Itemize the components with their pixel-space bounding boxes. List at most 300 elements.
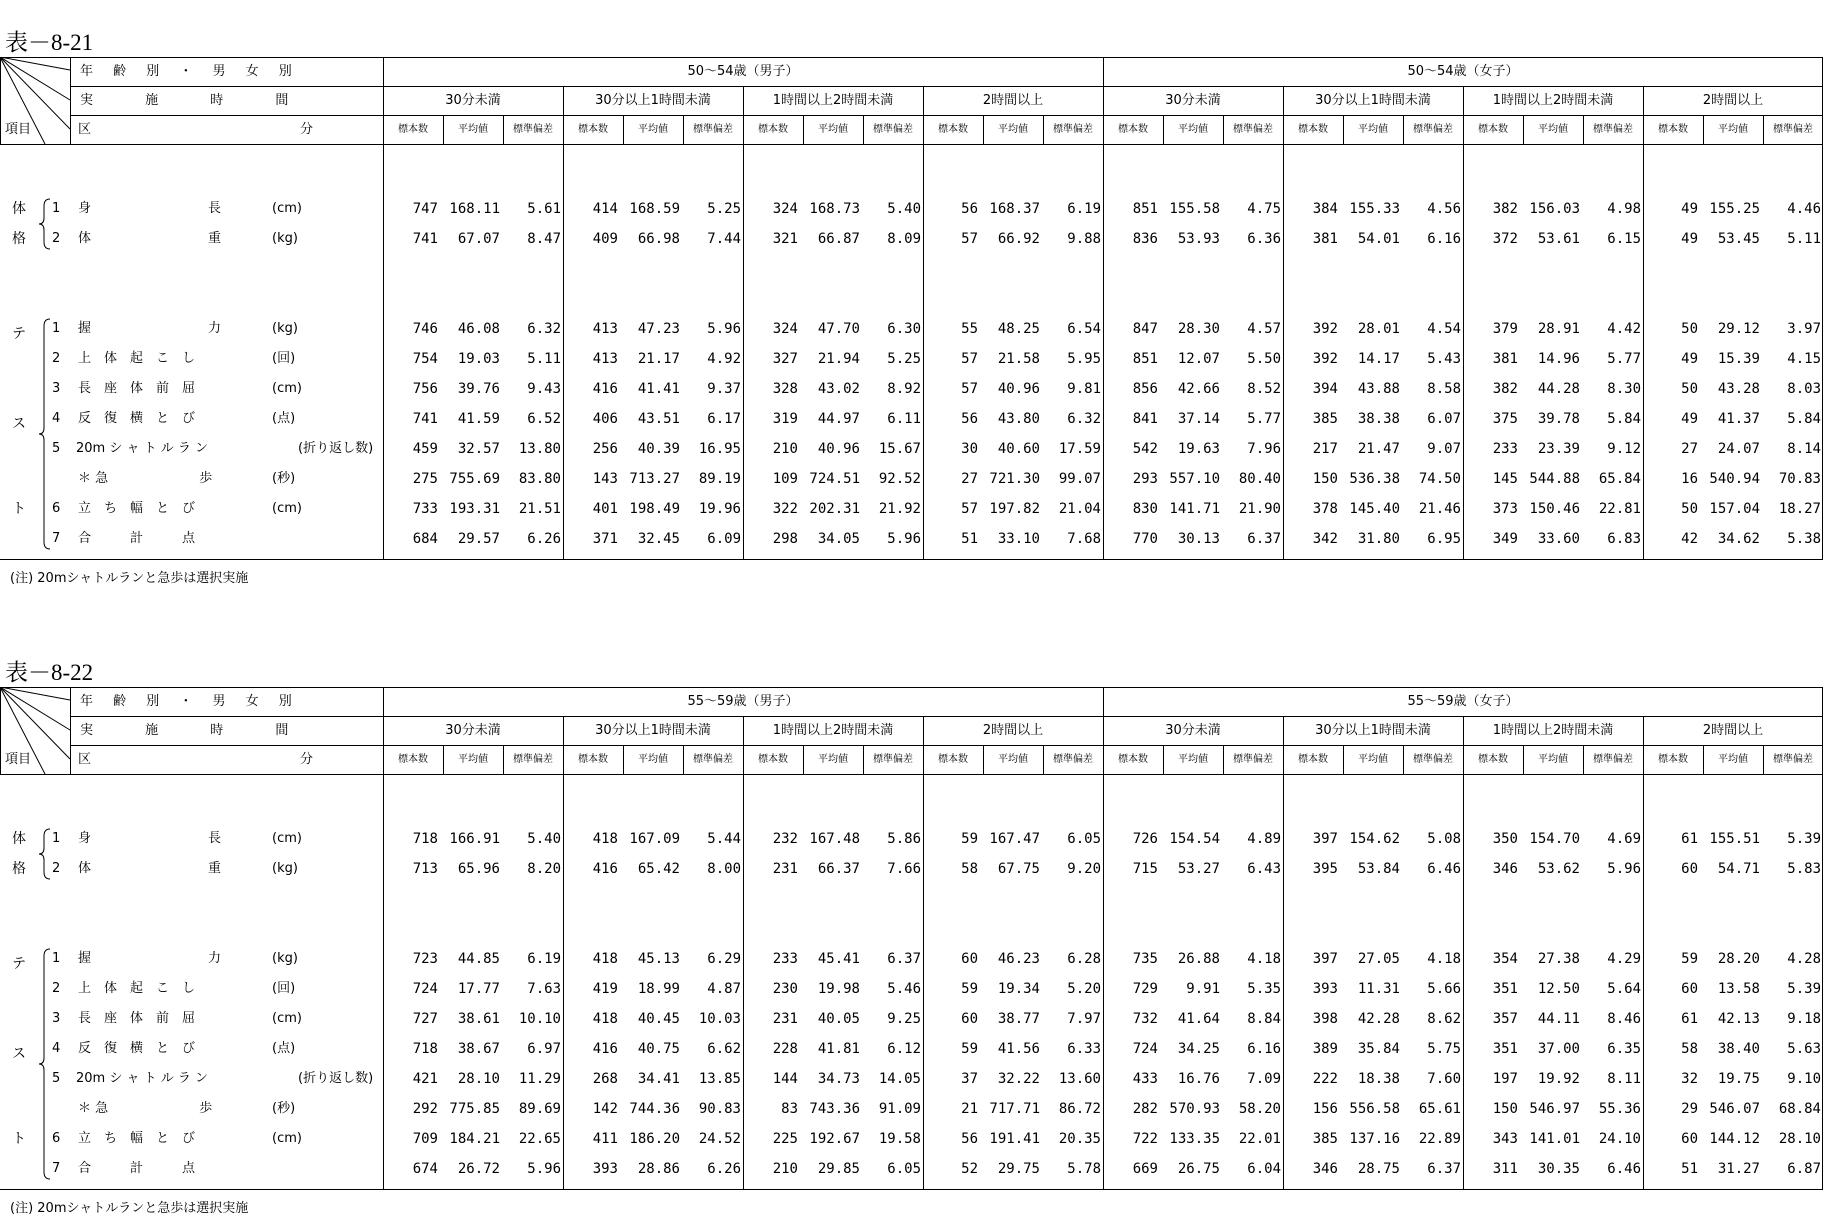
mean-cell: 546.07 xyxy=(1709,1101,1760,1117)
std-dev-cell: 6.30 xyxy=(887,321,921,337)
sample-count-cell: 59 xyxy=(961,981,978,997)
grid-line xyxy=(0,144,1823,145)
sample-count-cell: 324 xyxy=(772,201,798,217)
std-dev-cell: 6.83 xyxy=(1607,531,1641,547)
mean-cell: 31.27 xyxy=(1717,1161,1760,1177)
mean-cell: 193.31 xyxy=(449,501,500,517)
std-dev-cell: 6.19 xyxy=(1067,201,1101,217)
subheader-mean: 平均値 xyxy=(1538,124,1568,135)
std-dev-cell: 21.04 xyxy=(1058,501,1101,517)
row-unit: (cm) xyxy=(272,201,302,216)
std-dev-cell: 5.38 xyxy=(1787,531,1821,547)
std-dev-cell: 74.50 xyxy=(1418,471,1461,487)
sample-count-cell: 416 xyxy=(592,381,618,397)
subheader-sample-count: 標本数 xyxy=(398,124,428,135)
sample-count-cell: 718 xyxy=(412,1041,438,1057)
std-dev-cell: 16.95 xyxy=(698,441,741,457)
subheader-mean: 平均値 xyxy=(638,754,668,765)
grid-line xyxy=(0,559,1823,560)
std-dev-cell: 6.36 xyxy=(1247,231,1281,247)
std-dev-cell: 91.09 xyxy=(878,1101,921,1117)
mean-cell: 37.00 xyxy=(1537,1041,1580,1057)
row-unit: (kg) xyxy=(272,321,298,336)
mean-cell: 15.39 xyxy=(1717,351,1760,367)
sample-count-cell: 16 xyxy=(1681,471,1698,487)
std-dev-cell: 22.65 xyxy=(518,1131,561,1147)
sample-count-cell: 59 xyxy=(961,831,978,847)
std-dev-cell: 6.35 xyxy=(1607,1041,1641,1057)
subheader-mean: 平均値 xyxy=(638,124,668,135)
mean-cell: 155.33 xyxy=(1349,201,1400,217)
mean-cell: 47.23 xyxy=(637,321,680,337)
mean-cell: 34.41 xyxy=(637,1071,680,1087)
std-dev-cell: 6.37 xyxy=(1427,1161,1461,1177)
subheader-std-dev: 標準偏差 xyxy=(513,124,553,135)
mean-cell: 38.61 xyxy=(457,1011,500,1027)
mean-cell: 186.20 xyxy=(629,1131,680,1147)
sample-count-cell: 346 xyxy=(1312,1161,1338,1177)
row-unit: (kg) xyxy=(272,231,298,246)
std-dev-cell: 6.43 xyxy=(1247,861,1281,877)
std-dev-cell: 70.83 xyxy=(1778,471,1821,487)
sample-count-cell: 669 xyxy=(1132,1161,1158,1177)
std-dev-cell: 8.20 xyxy=(527,861,561,877)
std-dev-cell: 9.12 xyxy=(1607,441,1641,457)
table-block xyxy=(0,660,1823,1220)
std-dev-cell: 86.72 xyxy=(1058,1101,1101,1117)
std-dev-cell: 65.84 xyxy=(1598,471,1641,487)
sample-count-cell: 231 xyxy=(772,1011,798,1027)
std-dev-cell: 6.26 xyxy=(707,1161,741,1177)
sample-count-cell: 322 xyxy=(772,501,798,517)
mean-cell: 166.91 xyxy=(449,831,500,847)
sample-count-cell: 109 xyxy=(772,471,798,487)
sample-count-cell: 145 xyxy=(1492,471,1518,487)
std-dev-cell: 5.77 xyxy=(1607,351,1641,367)
header-category-right: 分 xyxy=(300,752,314,767)
sample-count-cell: 228 xyxy=(772,1041,798,1057)
sample-count-cell: 346 xyxy=(1492,861,1518,877)
sample-count-cell: 57 xyxy=(961,501,978,517)
std-dev-cell: 89.69 xyxy=(518,1101,561,1117)
sample-count-cell: 49 xyxy=(1681,201,1698,217)
std-dev-cell: 6.87 xyxy=(1787,1161,1821,1177)
mean-cell: 21.17 xyxy=(637,351,680,367)
sample-count-cell: 746 xyxy=(412,321,438,337)
sample-count-cell: 381 xyxy=(1492,351,1518,367)
sample-count-cell: 847 xyxy=(1132,321,1158,337)
mean-cell: 66.98 xyxy=(637,231,680,247)
subheader-sample-count: 標本数 xyxy=(1118,124,1148,135)
mean-cell: 45.13 xyxy=(637,951,680,967)
sample-count-cell: 413 xyxy=(592,351,618,367)
mean-cell: 167.48 xyxy=(809,831,860,847)
sample-count-cell: 60 xyxy=(1681,981,1698,997)
std-dev-cell: 9.20 xyxy=(1067,861,1101,877)
duration-header: 1時間以上2時間未満 xyxy=(772,93,894,108)
sample-count-cell: 419 xyxy=(592,981,618,997)
row-number: 7 xyxy=(52,1161,61,1176)
mean-cell: 43.28 xyxy=(1717,381,1760,397)
mean-cell: 157.04 xyxy=(1709,501,1760,517)
mean-cell: 18.99 xyxy=(637,981,680,997)
sample-count-cell: 57 xyxy=(961,351,978,367)
mean-cell: 144.12 xyxy=(1709,1131,1760,1147)
std-dev-cell: 9.10 xyxy=(1787,1071,1821,1087)
mean-cell: 28.91 xyxy=(1537,321,1580,337)
mean-cell: 155.51 xyxy=(1709,831,1760,847)
mean-cell: 536.38 xyxy=(1349,471,1400,487)
mean-cell: 33.60 xyxy=(1537,531,1580,547)
sample-count-cell: 60 xyxy=(961,951,978,967)
std-dev-cell: 6.26 xyxy=(527,531,561,547)
sample-count-cell: 57 xyxy=(961,231,978,247)
mean-cell: 546.97 xyxy=(1529,1101,1580,1117)
sample-count-cell: 150 xyxy=(1492,1101,1518,1117)
mean-cell: 38.67 xyxy=(457,1041,500,1057)
subheader-mean: 平均値 xyxy=(818,124,848,135)
row-label: 長 座 体 前 屈 xyxy=(78,381,196,396)
sample-count-cell: 841 xyxy=(1132,411,1158,427)
sample-count-cell: 756 xyxy=(412,381,438,397)
subheader-sample-count: 標本数 xyxy=(578,754,608,765)
mean-cell: 37.14 xyxy=(1177,411,1220,427)
row-label: 握 力 xyxy=(78,951,222,966)
sample-count-cell: 59 xyxy=(1681,951,1698,967)
row-label: 合 計 点 xyxy=(78,531,196,546)
mean-cell: 145.40 xyxy=(1349,501,1400,517)
sample-count-cell: 60 xyxy=(1681,1131,1698,1147)
std-dev-cell: 55.36 xyxy=(1598,1101,1641,1117)
std-dev-cell: 6.32 xyxy=(1067,411,1101,427)
row-label: 身 長 xyxy=(78,831,222,846)
sample-count-cell: 375 xyxy=(1492,411,1518,427)
sample-count-cell: 156 xyxy=(1312,1101,1338,1117)
std-dev-cell: 5.44 xyxy=(707,831,741,847)
mean-cell: 28.01 xyxy=(1357,321,1400,337)
sample-count-cell: 418 xyxy=(592,951,618,967)
mean-cell: 46.23 xyxy=(997,951,1040,967)
mean-cell: 775.85 xyxy=(449,1101,500,1117)
sample-count-cell: 50 xyxy=(1681,501,1698,517)
mean-cell: 167.09 xyxy=(629,831,680,847)
row-unit: (cm) xyxy=(272,381,302,396)
mean-cell: 717.71 xyxy=(989,1101,1040,1117)
mean-cell: 141.01 xyxy=(1529,1131,1580,1147)
mean-cell: 42.28 xyxy=(1357,1011,1400,1027)
row-label: 長 座 体 前 屈 xyxy=(78,1011,196,1026)
row-label: 握 力 xyxy=(78,321,222,336)
mean-cell: 28.86 xyxy=(637,1161,680,1177)
sample-count-cell: 324 xyxy=(772,321,798,337)
sample-count-cell: 754 xyxy=(412,351,438,367)
std-dev-cell: 22.81 xyxy=(1598,501,1641,517)
sample-count-cell: 724 xyxy=(1132,1041,1158,1057)
std-dev-cell: 21.51 xyxy=(518,501,561,517)
std-dev-cell: 5.63 xyxy=(1787,1041,1821,1057)
mean-cell: 40.96 xyxy=(817,441,860,457)
table-note: (注) 20mシャトルランと急歩は選択実施 xyxy=(10,1201,249,1216)
row-number: 2 xyxy=(52,861,61,876)
mean-cell: 34.25 xyxy=(1177,1041,1220,1057)
std-dev-cell: 5.78 xyxy=(1067,1161,1101,1177)
std-dev-cell: 6.07 xyxy=(1427,411,1461,427)
sample-count-cell: 51 xyxy=(961,531,978,547)
std-dev-cell: 6.33 xyxy=(1067,1041,1101,1057)
std-dev-cell: 8.00 xyxy=(707,861,741,877)
sample-count-cell: 378 xyxy=(1312,501,1338,517)
mean-cell: 755.69 xyxy=(449,471,500,487)
subheader-sample-count: 標本数 xyxy=(398,754,428,765)
mean-cell: 570.93 xyxy=(1169,1101,1220,1117)
sample-count-cell: 357 xyxy=(1492,1011,1518,1027)
subheader-mean: 平均値 xyxy=(818,754,848,765)
row-label: 立 ち 幅 と び xyxy=(78,501,196,516)
mean-cell: 19.98 xyxy=(817,981,860,997)
mean-cell: 19.63 xyxy=(1177,441,1220,457)
mean-cell: 54.71 xyxy=(1717,861,1760,877)
sample-count-cell: 723 xyxy=(412,951,438,967)
duration-header: 30分未満 xyxy=(1165,93,1221,108)
sample-count-cell: 61 xyxy=(1681,1011,1698,1027)
mean-cell: 155.58 xyxy=(1169,201,1220,217)
sample-count-cell: 230 xyxy=(772,981,798,997)
subheader-mean: 平均値 xyxy=(1358,754,1388,765)
group-char: 体 xyxy=(12,201,26,217)
mean-cell: 45.41 xyxy=(817,951,860,967)
sample-count-cell: 282 xyxy=(1132,1101,1158,1117)
sample-count-cell: 379 xyxy=(1492,321,1518,337)
std-dev-cell: 13.85 xyxy=(698,1071,741,1087)
table-note: (注) 20mシャトルランと急歩は選択実施 xyxy=(10,571,249,586)
sample-count-cell: 413 xyxy=(592,321,618,337)
sample-count-cell: 409 xyxy=(592,231,618,247)
std-dev-cell: 21.90 xyxy=(1238,501,1281,517)
sample-count-cell: 27 xyxy=(961,471,978,487)
std-dev-cell: 4.28 xyxy=(1787,951,1821,967)
sample-count-cell: 856 xyxy=(1132,381,1158,397)
duration-header: 2時間以上 xyxy=(982,93,1044,108)
subheader-sample-count: 標本数 xyxy=(1298,754,1328,765)
row-unit: (kg) xyxy=(272,861,298,876)
brace-shape xyxy=(38,828,52,880)
sample-count-cell: 397 xyxy=(1312,831,1338,847)
sample-count-cell: 395 xyxy=(1312,861,1338,877)
sample-count-cell: 58 xyxy=(961,861,978,877)
sample-count-cell: 27 xyxy=(1681,441,1698,457)
sample-count-cell: 770 xyxy=(1132,531,1158,547)
std-dev-cell: 9.37 xyxy=(707,381,741,397)
female-group-header: 55～59歳（女子） xyxy=(1407,694,1519,709)
std-dev-cell: 5.08 xyxy=(1427,831,1461,847)
sample-count-cell: 150 xyxy=(1312,471,1338,487)
std-dev-cell: 9.81 xyxy=(1067,381,1101,397)
subheader-std-dev: 標準偏差 xyxy=(693,754,733,765)
sample-count-cell: 351 xyxy=(1492,981,1518,997)
duration-header: 30分未満 xyxy=(445,723,501,738)
mean-cell: 713.27 xyxy=(629,471,680,487)
mean-cell: 46.08 xyxy=(457,321,500,337)
sample-count-cell: 421 xyxy=(412,1071,438,1087)
sample-count-cell: 732 xyxy=(1132,1011,1158,1027)
mean-cell: 21.94 xyxy=(817,351,860,367)
mean-cell: 27.05 xyxy=(1357,951,1400,967)
mean-cell: 34.05 xyxy=(817,531,860,547)
subheader-std-dev: 標準偏差 xyxy=(873,124,913,135)
sample-count-cell: 385 xyxy=(1312,1131,1338,1147)
sample-count-cell: 393 xyxy=(1312,981,1338,997)
sample-count-cell: 225 xyxy=(772,1131,798,1147)
sample-count-cell: 542 xyxy=(1132,441,1158,457)
std-dev-cell: 5.11 xyxy=(527,351,561,367)
std-dev-cell: 5.83 xyxy=(1787,861,1821,877)
std-dev-cell: 4.46 xyxy=(1787,201,1821,217)
std-dev-cell: 6.28 xyxy=(1067,951,1101,967)
std-dev-cell: 8.58 xyxy=(1427,381,1461,397)
mean-cell: 24.07 xyxy=(1717,441,1760,457)
mean-cell: 38.40 xyxy=(1717,1041,1760,1057)
sample-count-cell: 414 xyxy=(592,201,618,217)
mean-cell: 26.88 xyxy=(1177,951,1220,967)
std-dev-cell: 6.04 xyxy=(1247,1161,1281,1177)
mean-cell: 53.62 xyxy=(1537,861,1580,877)
mean-cell: 66.37 xyxy=(817,861,860,877)
sample-count-cell: 55 xyxy=(961,321,978,337)
group-char: 格 xyxy=(12,861,26,877)
std-dev-cell: 19.96 xyxy=(698,501,741,517)
mean-cell: 34.62 xyxy=(1717,531,1760,547)
std-dev-cell: 6.37 xyxy=(1247,531,1281,547)
group-char: ス xyxy=(12,1046,26,1062)
std-dev-cell: 5.95 xyxy=(1067,351,1101,367)
sample-count-cell: 371 xyxy=(592,531,618,547)
sample-count-cell: 851 xyxy=(1132,201,1158,217)
row-unit: (kg) xyxy=(272,951,298,966)
sample-count-cell: 328 xyxy=(772,381,798,397)
std-dev-cell: 9.25 xyxy=(887,1011,921,1027)
row-label: 立 ち 幅 と び xyxy=(78,1131,196,1146)
std-dev-cell: 6.32 xyxy=(527,321,561,337)
sample-count-cell: 29 xyxy=(1681,1101,1698,1117)
subheader-std-dev: 標準偏差 xyxy=(693,124,733,135)
sample-count-cell: 49 xyxy=(1681,411,1698,427)
std-dev-cell: 6.12 xyxy=(887,1041,921,1057)
std-dev-cell: 5.11 xyxy=(1787,231,1821,247)
std-dev-cell: 68.84 xyxy=(1778,1101,1821,1117)
std-dev-cell: 19.58 xyxy=(878,1131,921,1147)
group-char: ス xyxy=(12,416,26,432)
std-dev-cell: 5.61 xyxy=(527,201,561,217)
mean-cell: 53.45 xyxy=(1717,231,1760,247)
mean-cell: 191.41 xyxy=(989,1131,1040,1147)
subheader-sample-count: 標本数 xyxy=(1298,124,1328,135)
std-dev-cell: 13.60 xyxy=(1058,1071,1101,1087)
sample-count-cell: 256 xyxy=(592,441,618,457)
subheader-sample-count: 標本数 xyxy=(1478,124,1508,135)
std-dev-cell: 83.80 xyxy=(518,471,561,487)
sample-count-cell: 433 xyxy=(1132,1071,1158,1087)
brace-shape xyxy=(38,198,52,250)
std-dev-cell: 5.25 xyxy=(887,351,921,367)
duration-header: 2時間以上 xyxy=(1702,93,1764,108)
mean-cell: 28.75 xyxy=(1357,1161,1400,1177)
mean-cell: 44.97 xyxy=(817,411,860,427)
mean-cell: 28.20 xyxy=(1717,951,1760,967)
std-dev-cell: 92.52 xyxy=(878,471,921,487)
header-duration-label: 実 施 時 間 xyxy=(80,723,313,738)
subheader-sample-count: 標本数 xyxy=(938,754,968,765)
mean-cell: 47.70 xyxy=(817,321,860,337)
sample-count-cell: 398 xyxy=(1312,1011,1338,1027)
mean-cell: 29.75 xyxy=(997,1161,1040,1177)
mean-cell: 16.76 xyxy=(1177,1071,1220,1087)
subheader-mean: 平均値 xyxy=(1358,124,1388,135)
male-group-header: 55～59歳（男子） xyxy=(687,694,799,709)
std-dev-cell: 6.11 xyxy=(887,411,921,427)
mean-cell: 743.36 xyxy=(809,1101,860,1117)
duration-header: 30分以上1時間未満 xyxy=(1315,93,1431,108)
subheader-std-dev: 標準偏差 xyxy=(1233,124,1273,135)
row-label: 体 重 xyxy=(78,861,222,876)
mean-cell: 18.38 xyxy=(1357,1071,1400,1087)
sample-count-cell: 58 xyxy=(1681,1041,1698,1057)
std-dev-cell: 22.89 xyxy=(1418,1131,1461,1147)
mean-cell: 540.94 xyxy=(1709,471,1760,487)
sample-count-cell: 684 xyxy=(412,531,438,547)
sample-count-cell: 851 xyxy=(1132,351,1158,367)
mean-cell: 43.80 xyxy=(997,411,1040,427)
mean-cell: 53.93 xyxy=(1177,231,1220,247)
sample-count-cell: 51 xyxy=(1681,1161,1698,1177)
mean-cell: 41.37 xyxy=(1717,411,1760,427)
mean-cell: 141.71 xyxy=(1169,501,1220,517)
std-dev-cell: 5.96 xyxy=(1607,861,1641,877)
std-dev-cell: 10.10 xyxy=(518,1011,561,1027)
std-dev-cell: 6.16 xyxy=(1247,1041,1281,1057)
mean-cell: 192.67 xyxy=(809,1131,860,1147)
header-category-left: 区 xyxy=(78,752,92,767)
std-dev-cell: 3.97 xyxy=(1787,321,1821,337)
sample-count-cell: 726 xyxy=(1132,831,1158,847)
subheader-mean: 平均値 xyxy=(998,754,1028,765)
sample-count-cell: 381 xyxy=(1312,231,1338,247)
sample-count-cell: 50 xyxy=(1681,321,1698,337)
brace-path xyxy=(39,829,50,879)
mean-cell: 744.36 xyxy=(629,1101,680,1117)
mean-cell: 150.46 xyxy=(1529,501,1580,517)
row-unit: (cm) xyxy=(272,1131,302,1146)
row-number: 2 xyxy=(52,981,61,996)
row-number: 6 xyxy=(52,1131,61,1146)
std-dev-cell: 5.39 xyxy=(1787,981,1821,997)
std-dev-cell: 6.09 xyxy=(707,531,741,547)
std-dev-cell: 10.03 xyxy=(698,1011,741,1027)
mean-cell: 66.87 xyxy=(817,231,860,247)
sample-count-cell: 393 xyxy=(592,1161,618,1177)
table-title: 表－8-22 xyxy=(5,660,94,685)
mean-cell: 19.03 xyxy=(457,351,500,367)
sample-count-cell: 401 xyxy=(592,501,618,517)
mean-cell: 21.58 xyxy=(997,351,1040,367)
brace-path xyxy=(39,319,50,549)
subheader-std-dev: 標準偏差 xyxy=(1773,124,1813,135)
sample-count-cell: 32 xyxy=(1681,1071,1698,1087)
group-char: 体 xyxy=(12,831,26,847)
sample-count-cell: 231 xyxy=(772,861,798,877)
std-dev-cell: 6.15 xyxy=(1607,231,1641,247)
std-dev-cell: 8.47 xyxy=(527,231,561,247)
row-label: 体 重 xyxy=(78,231,222,246)
